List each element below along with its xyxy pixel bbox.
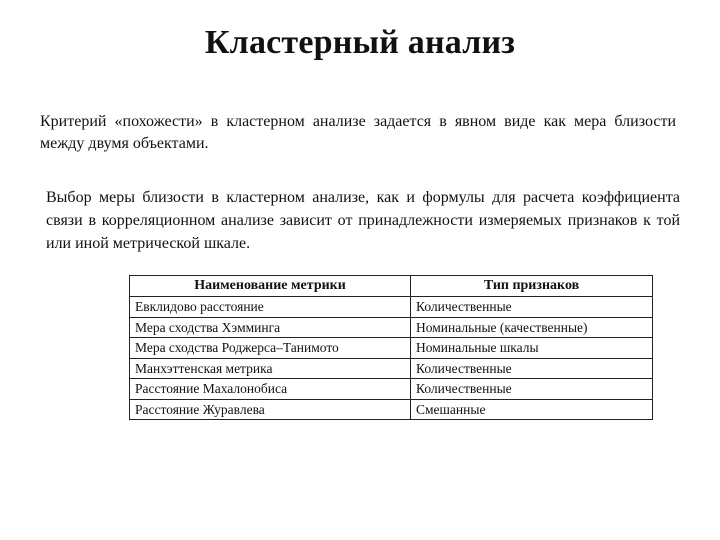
paragraph-measure-choice: Выбор меры близости в кластерном анализе, как и формулы для расчета коэффициента связи в корреляционном анализе зависит от принадлежности измеряемых признаков к той или иной метрической шкале. bbox=[46, 189, 680, 252]
slide-title: Кластерный анализ bbox=[204, 24, 516, 61]
feature-type-cell: Номинальные (качественные) bbox=[411, 317, 653, 338]
feature-type-cell: Количественные bbox=[411, 297, 653, 318]
feature-type-cell: Смешанные bbox=[411, 399, 653, 420]
table-row bbox=[130, 358, 653, 379]
table-header-row bbox=[130, 276, 653, 297]
metric-name-cell: Манхэттенская метрика bbox=[130, 358, 411, 379]
table-row bbox=[130, 317, 653, 338]
feature-type-cell: Номинальные шкалы bbox=[411, 338, 653, 359]
metric-name-cell: Мера сходства Хэмминга bbox=[130, 317, 411, 338]
metric-name-cell: Евклидово расстояние bbox=[130, 297, 411, 318]
paragraph-criterion: Критерий «похожести» в кластерном анализе задается в явном виде как мера близости между двумя объектами. bbox=[40, 113, 676, 152]
table-row bbox=[130, 338, 653, 359]
table-row bbox=[130, 297, 653, 318]
feature-type-cell: Количественные bbox=[411, 379, 653, 400]
metric-name-cell: Расстояние Махалонобиса bbox=[130, 379, 411, 400]
metric-name-cell: Расстояние Журавлева bbox=[130, 399, 411, 420]
feature-type-cell: Количественные bbox=[411, 358, 653, 379]
header-metric-name: Наименование метрики bbox=[130, 276, 411, 297]
header-feature-type: Тип признаков bbox=[411, 276, 653, 297]
metric-name-cell: Мера сходства Роджерса–Танимото bbox=[130, 338, 411, 359]
metrics-table bbox=[129, 275, 653, 420]
table-row bbox=[130, 379, 653, 400]
table-row bbox=[130, 399, 653, 420]
